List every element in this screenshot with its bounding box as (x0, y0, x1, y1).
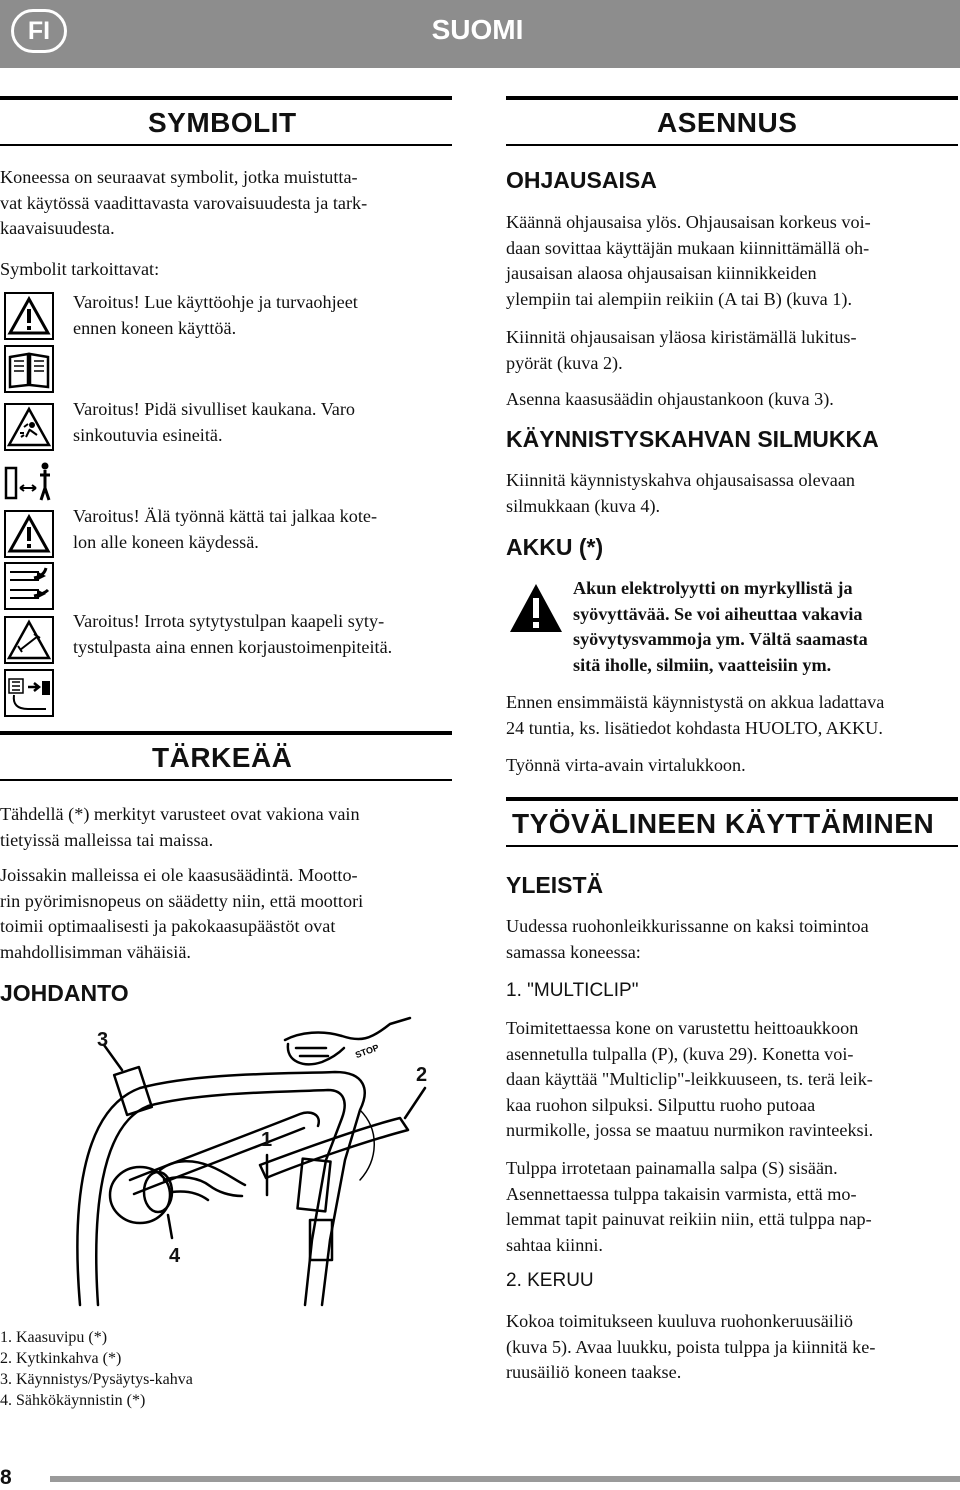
section-rule-bottom (0, 779, 452, 781)
stop-label: STOP (353, 1042, 381, 1061)
bystander-distance-icon (4, 458, 54, 506)
multiclip-title: 1. "MULTICLIP" (506, 980, 639, 1001)
symbol-description-3: Varoitus! Älä työnnä kättä tai jalkaa kote- lon alle koneen käydessä. (73, 506, 378, 552)
general-paragraph: Uudessa ruohonleikkurissanne on kaksi toimintoa samassa koneessa: (506, 916, 869, 962)
figure-label-4: 4 (169, 1245, 181, 1267)
language-title: SUOMI (431, 14, 524, 45)
warning-triangle-icon (4, 510, 54, 558)
warning-triangle-icon (4, 292, 54, 340)
section-rule-top (506, 797, 958, 801)
important-paragraph-2: Joissakin malleissa ei ole kaasusäädintä. Mootto- rin pyörimisnopeus on säädetty niin, että moottori toimii optimaalisesti ja pakokaasupäästöt ovat mahdollisimman vähäisiä. (0, 865, 364, 962)
list-item: 1. Kaasuvipu (*) (0, 1329, 108, 1346)
spark-plug-disconnect-icon (4, 669, 54, 717)
section-rule-top (0, 96, 452, 100)
blade-hand-foot-icon (4, 562, 54, 610)
section-rule-top (506, 96, 958, 100)
thrown-objects-icon (4, 403, 54, 451)
page-number: 8 (0, 1466, 12, 1489)
handle-paragraph-2: Kiinnitä ohjausaisan yläosa kiristämällä lukitus- pyörät (kuva 2). (506, 327, 857, 373)
handle-figure (60, 1010, 450, 1310)
starter-loop-paragraph: Kiinnitä käynnistyskahva ohjausaisassa olevaan silmukkaan (kuva 4). (506, 470, 856, 516)
section-rule-top (0, 731, 452, 735)
manual-book-icon (4, 345, 54, 393)
introduction-title: JOHDANTO (0, 980, 129, 1006)
list-item: 4. Sähkökäynnistin (*) (0, 1392, 146, 1409)
section-rule-bottom (506, 845, 958, 847)
spark-plug-icon (4, 616, 54, 664)
figure-label-2: 2 (416, 1064, 428, 1086)
figure-legend (0, 1327, 193, 1411)
symbols-title: SYMBOLIT (148, 107, 297, 138)
list-item: 2. Kytkinkahva (*) (0, 1350, 122, 1367)
collect-title: 2. KERUU (506, 1270, 594, 1291)
symbol-description-2: Varoitus! Pidä sivulliset kaukana. Varo sinkoutuvia esineitä. (73, 399, 356, 445)
general-title: YLEISTÄ (506, 872, 604, 898)
usage-title: TYÖVÄLINEEN KÄYTTÄMINEN (512, 808, 935, 839)
figure-label-1: 1 (261, 1129, 273, 1151)
section-rule-bottom (0, 144, 452, 146)
starter-loop-title: KÄYNNISTYSKAHVAN SILMUKKA (506, 426, 879, 452)
battery-title: AKKU (*) (506, 534, 604, 560)
collect-paragraph: Kokoa toimitukseen kuuluva ruohonkeruusäiliö (kuva 5). Avaa luukku, poista tulppa ja kiinnitä ke- ruusäiliö koneen taakse. (506, 1311, 876, 1382)
assembly-title: ASENNUS (657, 107, 798, 138)
footer-bar (50, 1476, 960, 1482)
symbols-intro: Koneessa on seuraavat symbolit, jotka muistutta- vat käytössä vaadittavasta varovaisuudesta ja tark- kaavaisuudesta. (0, 167, 368, 238)
list-item: 3. Käynnistys/Pysäytys-kahva (0, 1371, 193, 1388)
battery-warning-text: Akun elektrolyytti on myrkyllistä ja syövyttävää. Se voi aiheuttaa vakavia syövytysvammoja ym. Vältä saamasta sitä iholle, silmiin, vaatteisiin ym. (573, 578, 868, 675)
battery-paragraph-1: Ennen ensimmäistä käynnistystä on akkua ladattava 24 tuntia, ks. lisätiedot kohdasta HUOLTO, AKKU. (506, 692, 885, 738)
important-title: TÄRKEÄÄ (152, 742, 293, 773)
battery-paragraph-2: Työnnä virta-avain virtalukkoon. (506, 755, 746, 775)
figure-label-3: 3 (97, 1029, 109, 1051)
multiclip-paragraph-1: Toimitettaessa kone on varustettu heittoaukkoon asennetulla tulpalla (P), (kuva 29). Konetta voi- daan käyttää "Multiclip"-leikkuuseen, ts. terä leik- kaa ruohon silpuksi. Silputtu ruoho putoaa nurmikolle, jossa se maatuu nurmikon ravinteeksi. (506, 1018, 874, 1140)
multiclip-paragraph-2: Tulppa irrotetaan painamalla salpa (S) sisään. Asennettaessa tulppa takaisin varmista, että mo- lemmat tapit painuvat reikiin niin, että tulppa nap- sahtaa kiinni. (506, 1158, 872, 1255)
symbol-description-1: Varoitus! Lue käyttöohje ja turvaohjeet ennen koneen käyttöä. (73, 292, 358, 338)
handle-paragraph-1: Käännä ohjausaisa ylös. Ohjausaisan korkeus voi- daan sovittaa käyttäjän mukaan kiinnittämällä oh- jausaisan alaosa ohjausaisan kiinnikkeiden ylempiin tai alempiin reikiin (A tai B) (kuva 1). (506, 212, 871, 309)
symbols-meaning-label: Symbolit tarkoittavat: (0, 259, 160, 279)
section-rule-bottom (506, 144, 958, 146)
important-paragraph-1: Tähdellä (*) merkityt varusteet ovat vakiona vain tietyissä malleissa tai maissa. (0, 804, 360, 850)
symbol-description-4: Varoitus! Irrota sytytystulpan kaapeli syty- tystulpasta aina ennen korjaustoimenpiteitä. (73, 611, 393, 657)
handle-paragraph-3: Asenna kaasusäädin ohjaustankoon (kuva 3). (506, 389, 834, 409)
handle-title: OHJAUSAISA (506, 167, 657, 193)
warning-filled-icon (508, 582, 564, 634)
language-code-badge: FI (11, 9, 67, 53)
